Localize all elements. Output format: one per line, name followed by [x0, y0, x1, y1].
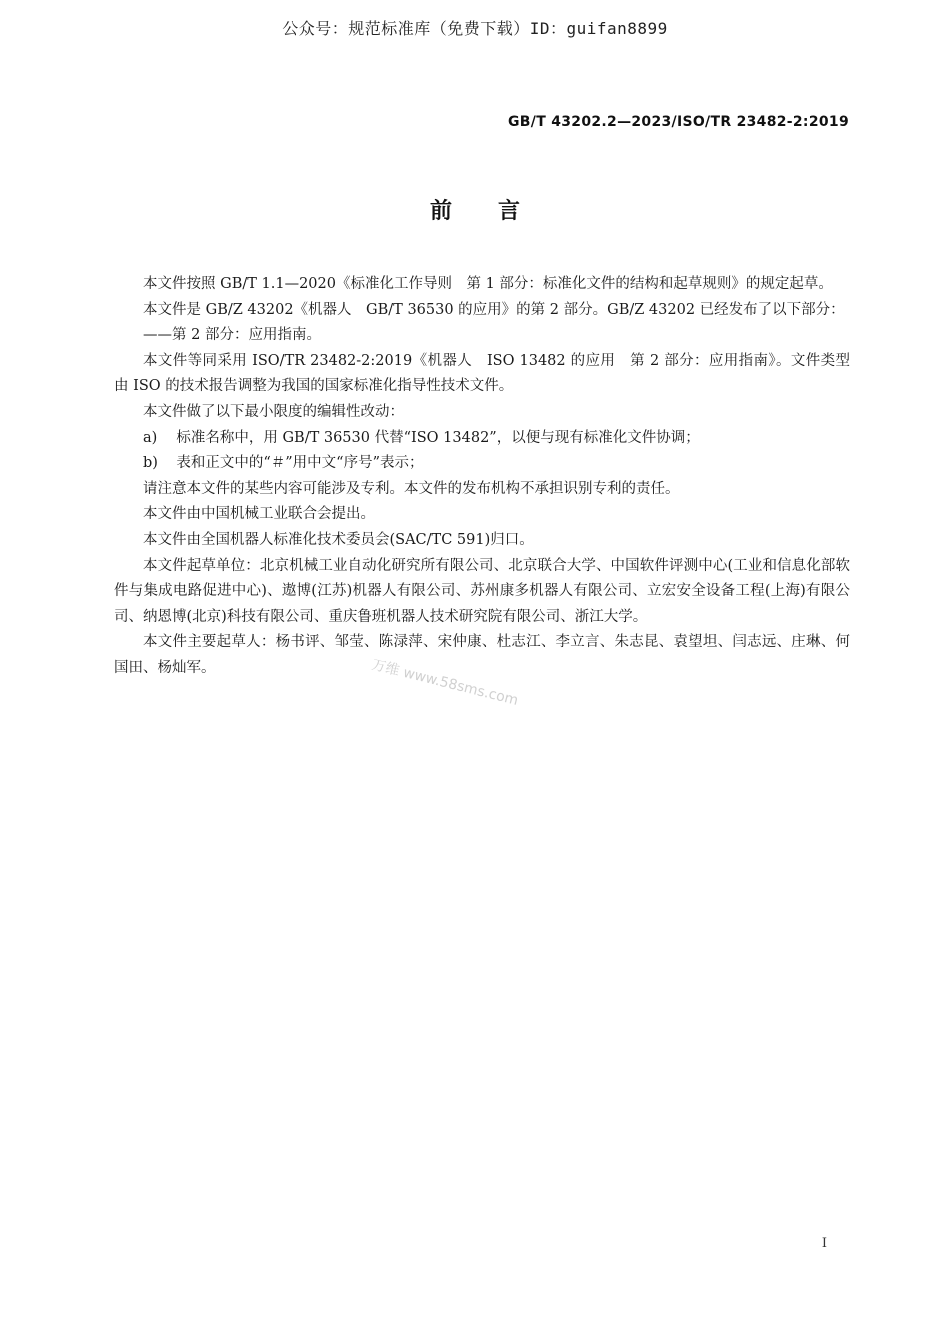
paragraph-editorial-changes: 本文件做了以下最小限度的编辑性改动： [143, 403, 404, 420]
watermark: 万维 www.58sms.com [370, 657, 520, 709]
list-item-text: 表和正文中的“＃”用中文“序号”表示； [176, 455, 424, 472]
list-item-text: 标准名称中，用 GB/T 36530 代替“ISO 13482”，以便与现有标准化文件协调； [176, 429, 700, 446]
page-title: 前言 [429, 199, 566, 224]
paragraph-drafting-units: 本文件起草单位：北京机械工业自动化研究所有限公司、北京联合大学、中国软件评测中心(工业和信息化部软件与集成电路促进中心)、遨博(江苏)机器人有限公司、苏州康多机器人有限公司、立宏安全设备工程(上海)有限公司、纳恩博(北京)科技有限公司、重庆鲁班机器人技术研究院有限公司、浙江大学。 [114, 557, 850, 625]
paragraph-patent-notice: 请注意本文件的某些内容可能涉及专利。本文件的发布机构不承担识别专利的责任。 [143, 480, 680, 497]
paragraph-committee: 本文件由全国机器人标准化技术委员会(SAC/TC 591)归口。 [143, 531, 534, 548]
paragraph-drafters: 本文件主要起草人：杨书评、邹莹、陈渌萍、宋仲康、杜志江、李立言、朱志昆、袁望坦、闫志远、庄琳、何国田、杨灿军。 [114, 634, 850, 676]
paragraph-adoption: 本文件等同采用 ISO/TR 23482-2:2019《机器人 ISO 13482 的应用 第 2 部分：应用指南》。文件类型由 ISO 的技术报告调整为我国的国家标准化指导性技术文件。 [114, 352, 850, 395]
standard-number: GB/T 43202.2—2023/ISO/TR 23482-2:2019 [508, 114, 849, 130]
header-banner: 公众号：规范标准库（免费下载）ID：guifan8899 [282, 19, 668, 38]
paragraph-proposer: 本文件由中国机械工业联合会提出。 [143, 506, 375, 523]
foreword-body [114, 272, 850, 682]
paragraph-drafting-rules: 本文件按照 GB/T 1.1—2020《标准化工作导则 第 1 部分：标准化文件的结构和起草规则》的规定起草。 [143, 276, 833, 292]
list-item [114, 451, 850, 477]
page-number: I [821, 1236, 827, 1251]
paragraph-part-list: ——第 2 部分：应用指南。 [143, 327, 321, 344]
list-marker: b) [143, 455, 158, 472]
paragraph-part-info: 本文件是 GB/Z 43202《机器人 GB/T 36530 的应用》的第 2 部分。GB/Z 43202 已经发布了以下部分： [143, 301, 845, 318]
list-item [114, 426, 850, 452]
list-marker: a) [143, 429, 158, 446]
